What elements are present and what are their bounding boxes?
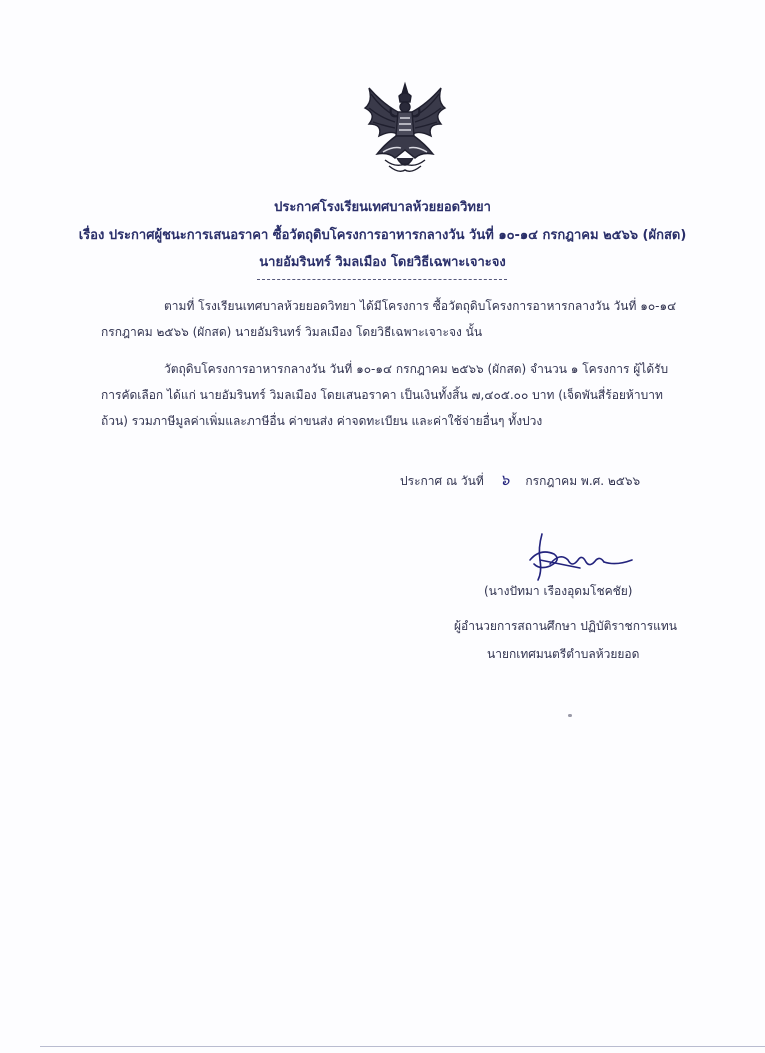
scan-bottom-edge xyxy=(40,1046,765,1047)
paragraph-2-line-1: วัตถุดิบโครงการอาหารกลางวัน วันที่ ๑๐-๑๔ กรกฎาคม ๒๕๖๖ (ผักสด) จำนวน ๑ โครงการ ผู้ได้รับ xyxy=(164,362,669,376)
signatory-acting-for: นายกเทศมนตรีตำบลห้วยยอด xyxy=(487,647,640,661)
paragraph-1-line-2: กรกฎาคม ๒๕๖๖ (ผักสด) นายอัมรินทร์ วิมลเมือง โดยวิธีเฉพาะเจาะจง นั้น xyxy=(101,325,483,339)
signatory-position: ผู้อำนวยการสถานศึกษา ปฏิบัติราชการแทน xyxy=(454,619,677,633)
announcement-title: ประกาศโรงเรียนเทศบาลห้วยยอดวิทยา xyxy=(274,200,491,215)
date-prefix: ประกาศ ณ วันที่ xyxy=(400,474,484,488)
paragraph-2-line-2: การคัดเลือก ได้แก่ นายอัมรินทร์ วิมลเมือง โดยเสนอราคา เป็นเงินทั้งสิ้น ๗,๔๐๕.๐๐ บาท (เจ็ดพันสี่ร้อยห้าบาท xyxy=(101,388,663,402)
announcement-subject-continued: นายอัมรินทร์ วิมลเมือง โดยวิธีเฉพาะเจาะจง xyxy=(259,255,506,270)
paragraph-2-line-3: ถ้วน) รวมภาษีมูลค่าเพิ่มและภาษีอื่น ค่าขนส่ง ค่าจดทะเบียน และค่าใช้จ่ายอื่นๆ ทั้งปวง xyxy=(101,414,543,428)
signature-image xyxy=(520,530,640,585)
announcement-subject: เรื่อง ประกาศผู้ชนะการเสนอราคา ซื้อวัตถุดิบโครงการอาหารกลางวัน วันที่ ๑๐-๑๔ กรกฎาคม ๒๕๖๖ (ผักสด) xyxy=(78,228,687,243)
garuda-emblem-icon xyxy=(355,78,455,178)
paragraph-1-line-1: ตามที่ โรงเรียนเทศบาลห้วยยอดวิทยา ได้มีโครงการ ซื้อวัตถุดิบโครงการอาหารกลางวัน วันที่ ๑๐-๑๔ xyxy=(164,299,677,313)
scan-speck xyxy=(568,714,572,717)
announcement-date xyxy=(400,468,640,492)
dashed-separator xyxy=(257,279,507,280)
signatory-name: (นางปัทมา เรืองอุดมโชคชัย) xyxy=(484,584,633,598)
date-suffix: กรกฎาคม พ.ศ. ๒๕๖๖ xyxy=(525,474,641,488)
date-day-handwritten: ๖ xyxy=(499,471,510,489)
